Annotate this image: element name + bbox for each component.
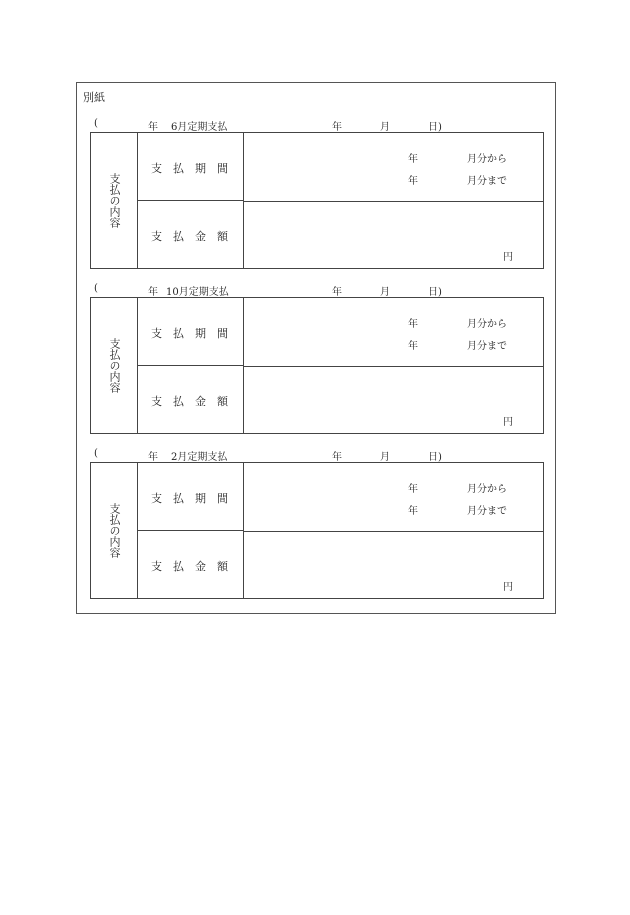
payment-table-1 [90,132,544,269]
period-label-cell [138,463,244,531]
payment-table-2 [90,297,544,434]
payment-label: 6月定期支払 [171,122,228,133]
yen-unit: 円 [503,252,513,263]
date-month: 月 [380,452,390,463]
payment-label: 10月定期支払 [166,287,229,298]
amount-label-cell [138,366,244,433]
paren-open: ( [94,118,98,129]
row-divider [244,531,543,532]
date-month: 月 [380,122,390,133]
date-year: 年 [332,122,342,133]
from-text: 月分から [467,319,507,330]
date-year: 年 [332,452,342,463]
vertical-divider [91,463,138,598]
to-year: 年 [408,341,418,352]
vertical-divider [91,298,138,433]
vertical-label: 支払の内容 [108,338,121,393]
vertical-label: 支払の内容 [108,173,121,228]
date-month: 月 [380,287,390,298]
year-marker: 年 [148,287,158,298]
payment-label: 2月定期支払 [171,452,228,463]
period-label: 支払期間 [151,327,239,340]
year-marker: 年 [148,452,158,463]
date-day: 日) [428,122,442,133]
amount-label-cell [138,531,244,598]
year-marker: 年 [148,122,158,133]
vertical-label: 支払の内容 [108,503,121,558]
to-text: 月分まで [467,341,507,352]
to-text: 月分まで [467,506,507,517]
date-day: 日) [428,452,442,463]
document-frame [76,82,556,614]
section-header-3 [94,448,564,462]
amount-label-cell [138,201,244,268]
to-text: 月分まで [467,176,507,187]
amount-label: 支払金額 [151,560,239,573]
to-year: 年 [408,176,418,187]
document-title: 別紙 [83,91,105,104]
yen-unit: 円 [503,417,513,428]
amount-label: 支払金額 [151,395,239,408]
period-label-cell [138,133,244,201]
period-label-cell [138,298,244,366]
section-header-2 [94,283,564,297]
from-text: 月分から [467,484,507,495]
period-label: 支払期間 [151,492,239,505]
from-year: 年 [408,484,418,495]
paren-open: ( [94,283,98,294]
payment-table-3 [90,462,544,599]
section-header-1 [94,118,564,132]
date-day: 日) [428,287,442,298]
from-year: 年 [408,319,418,330]
from-year: 年 [408,154,418,165]
from-text: 月分から [467,154,507,165]
date-year: 年 [332,287,342,298]
period-label: 支払期間 [151,162,239,175]
paren-open: ( [94,448,98,459]
amount-label: 支払金額 [151,230,239,243]
yen-unit: 円 [503,582,513,593]
to-year: 年 [408,506,418,517]
row-divider [244,366,543,367]
vertical-divider [91,133,138,268]
row-divider [244,201,543,202]
